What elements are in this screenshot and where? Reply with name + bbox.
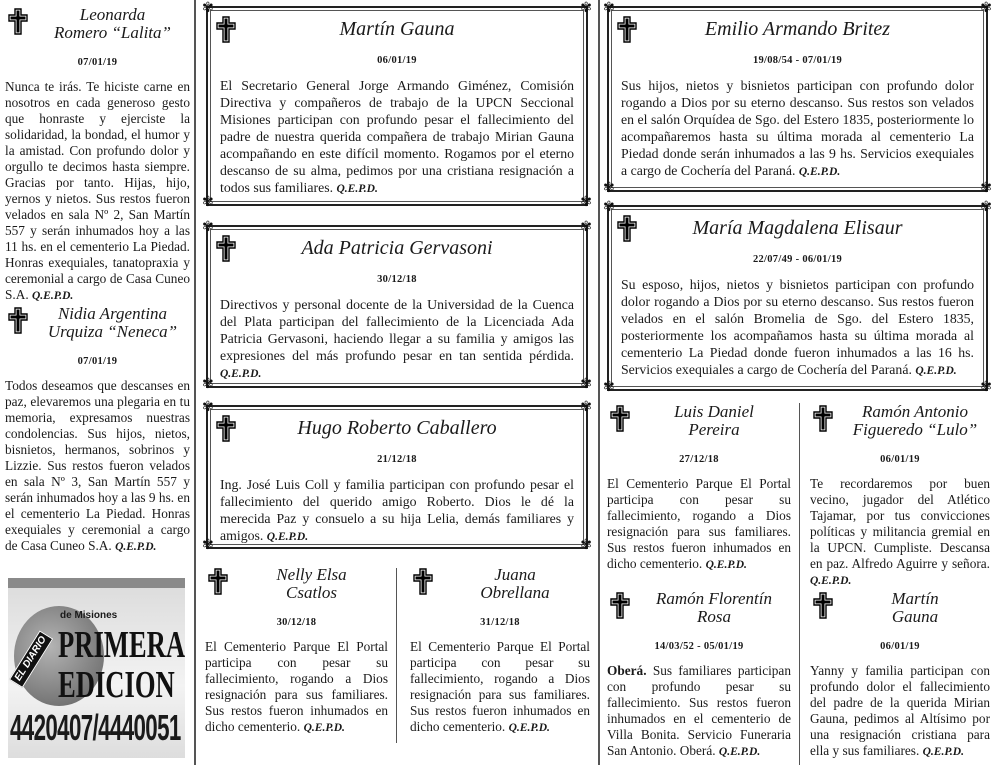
name-line: Figueredo “Lulo” xyxy=(852,420,978,439)
latin-cross-icon xyxy=(216,415,236,442)
floral-ornament-icon: ✾ xyxy=(980,380,992,395)
floral-ornament-icon: ✾ xyxy=(580,377,592,392)
deceased-name xyxy=(810,403,990,439)
ad-phone: 4420407/4440051 xyxy=(10,707,181,748)
name-line: Pereira xyxy=(688,420,740,439)
obituary-notice-boxed xyxy=(202,220,592,392)
deceased-name xyxy=(220,237,574,259)
latin-cross-icon xyxy=(617,16,637,43)
name-line: Ramón Antonio xyxy=(862,402,968,421)
name-line: María Magdalena Elisaur xyxy=(692,217,903,239)
qepd: Q.E.P.D. xyxy=(336,183,378,195)
name-line: Rosa xyxy=(697,607,731,626)
deceased-name xyxy=(410,566,590,602)
floral-ornament-icon: ✾ xyxy=(202,195,214,210)
notice-text: Todos deseamos que descanses en paz, elevaremos una plegaria en tu memoria, expresamos nuestras condolencias. Sus hijos, nietos, bisnietos, hermanos, sobrinos y Lizzie. Sus restos fueron velados en sala Nº 3, San Martín 557 y serán inhumados hoy a las 9 hs. en el cementerio La Piedad. Honras exequiales y ceremonial a cargo de Casa Cuneo S.A. xyxy=(5,378,190,553)
ad-subtitle: de Misiones xyxy=(60,610,118,621)
notice-date: 06/01/19 xyxy=(377,55,417,66)
floral-ornament-icon: ✾ xyxy=(580,538,592,553)
notice-text: Su esposo, hijos, nietos y bisnietos participan con profundo dolor rogando a Dios por su eterno descanso. Sus restos fueron velados en el salón Bromelia de Sgo. del Estero 1835, posteriormente los acompañamos hasta su última morada al cementerio La Piedad donde fueron inhumados a las 16 hs. Servicios exequiales a cargo de Cochería del Paraná. xyxy=(621,277,974,377)
column-divider xyxy=(598,0,600,765)
deceased-name xyxy=(205,566,388,602)
latin-cross-icon xyxy=(617,215,637,242)
obituary-notice xyxy=(5,305,190,555)
notice-body xyxy=(621,77,974,181)
notice-body xyxy=(607,663,791,760)
qepd: Q.E.P.D. xyxy=(705,559,747,571)
primera-edicion-advertisement xyxy=(8,578,185,758)
qepd: Q.E.P.D. xyxy=(508,722,550,734)
floral-ornament-icon: ✾ xyxy=(603,380,615,395)
notice-text: El Cementerio Parque El Portal participa con pesar su fallecimiento, rogando a Dios resignación para sus familiares. Sus restos fueron inhumados en dicho cementerio. xyxy=(410,639,590,734)
qepd: Q.E.P.D. xyxy=(915,365,957,377)
obituary-notice-boxed xyxy=(603,1,992,196)
deceased-name xyxy=(621,217,974,239)
name-line: Hugo Roberto Caballero xyxy=(297,417,497,439)
latin-cross-icon xyxy=(813,405,833,432)
floral-ornament-icon: ✾ xyxy=(580,220,592,235)
qepd: Q.E.P.D. xyxy=(220,368,262,380)
floral-ornament-icon: ✾ xyxy=(603,200,615,215)
latin-cross-icon xyxy=(413,568,433,595)
name-line: Csatlos xyxy=(285,583,338,602)
notice-text: Te recordaremos por buen vecino, jugador del Atlético Tajamar, por tus convicciones políticas y militancia gremial en la UPCN. Cumpliste. Descansa en paz. Alfredo Aguirre y señora. xyxy=(810,476,990,571)
obituary-notice xyxy=(410,566,590,736)
notice-body xyxy=(5,79,190,304)
obituary-notice xyxy=(5,6,190,304)
notice-body xyxy=(810,663,990,760)
latin-cross-icon xyxy=(610,592,630,619)
notice-text: Nunca te irás. Te hiciste carne en nosotros en cada generoso gesto que honraste y ejerciste la solidaridad, la bondad, el humor y la amistad. Con profundo dolor y orgullo te decimos hasta siempre. Gracias por tanto. Hijas, hijo, yernos y nietos. Sus restos fueron velados en sala Nº 2, San Martín 557 y serán inhumados hoy a las 11 hs. en el cementerio La Piedad. Honras exequiales, tanatopraxia y ceremonial a cargo de Casa Cuneo S.A. xyxy=(5,79,190,302)
obituary-notice xyxy=(810,590,990,760)
notice-body xyxy=(810,476,990,589)
deceased-name xyxy=(5,6,190,42)
deceased-name xyxy=(607,403,791,439)
notice-text: Sus familiares participan con profundo pesar su fallecimiento. Sus restos fueron inhumados en el cementerio de Villa Bonita. Servicio Funeraria San Antonio. Oberá. xyxy=(607,663,791,758)
obituary-notice xyxy=(607,590,791,760)
notice-date: 07/01/19 xyxy=(77,57,118,68)
floral-ornament-icon: ✾ xyxy=(580,1,592,16)
notice-date: 06/01/19 xyxy=(880,641,920,652)
floral-ornament-icon: ✾ xyxy=(202,220,214,235)
qepd: Q.E.P.D. xyxy=(266,531,309,543)
notice-body xyxy=(220,296,574,383)
name-line: Martín xyxy=(891,589,939,608)
name-line: Ramón Florentín xyxy=(656,589,772,608)
latin-cross-icon xyxy=(813,592,833,619)
floral-ornament-icon: ✾ xyxy=(980,181,992,196)
notice-text: El Cementerio Parque El Portal participa con pesar su fallecimiento, rogando a Dios resignación para sus familiares. Sus restos fueron inhumados en dicho cementerio. xyxy=(607,476,791,571)
floral-ornament-icon: ✾ xyxy=(603,1,615,16)
latin-cross-icon xyxy=(216,16,236,43)
obituary-notice-boxed xyxy=(202,1,592,210)
name-line: Obrellana xyxy=(480,583,550,602)
deceased-name xyxy=(220,417,574,439)
notice-date: 30/12/18 xyxy=(377,274,417,285)
name-line: Urquiza “Neneca” xyxy=(47,322,178,341)
latin-cross-icon xyxy=(216,235,236,262)
name-line: Leonarda xyxy=(79,5,146,24)
floral-ornament-icon: ✾ xyxy=(202,1,214,16)
ad-title-line-1: PRIMERA xyxy=(58,624,185,666)
notice-text: Yanny y familia participan con profundo dolor el fallecimiento del padre de la querida Mirian Gauna, pedimos al Altísimo por una resignación cristiana para ella y sus familiares. xyxy=(810,663,990,758)
ad-title-line-2: EDICION xyxy=(58,664,175,706)
ad-ribbon: EL DIARIO xyxy=(9,630,54,688)
obituary-notice xyxy=(205,566,388,736)
latin-cross-icon xyxy=(208,568,228,595)
latin-cross-icon xyxy=(8,307,28,334)
qepd: Q.E.P.D. xyxy=(922,746,964,758)
qepd: Q.E.P.D. xyxy=(718,746,761,758)
notice-body xyxy=(205,639,388,736)
notice-date: 30/12/18 xyxy=(276,617,317,628)
notice-text: Ing. José Luis Coll y familia participan con profundo pesar el fallecimiento del querido amigo Roberto. Dios le dé la merecida Paz y consuelo a su hija Lelia, demás familiares y amigos. xyxy=(220,477,574,543)
floral-ornament-icon: ✾ xyxy=(580,195,592,210)
notice-text: El Secretario General Jorge Armando Giménez, Comisión Directiva y compañeros de trabajo de la UPCN Seccional Misiones participan con profundo pesar el fallecimiento del padre de nuestra querida compañera de trabajo Mirian Gauna acompañando en este difícil momento. Rogamos por el eterno descanso de su alma, pedimos por una cristiana resignación a todos sus familiares. xyxy=(220,78,574,195)
name-line: Emilio Armando Britez xyxy=(704,18,891,40)
obituary-notice xyxy=(607,403,791,573)
notice-date: 19/08/54 - 07/01/19 xyxy=(752,55,843,66)
qepd: Q.E.P.D. xyxy=(810,575,852,587)
deceased-name xyxy=(5,305,190,341)
name-line: Luis Daniel xyxy=(674,402,754,421)
notice-date: 14/03/52 - 05/01/19 xyxy=(654,641,744,652)
notice-date: 27/12/18 xyxy=(679,454,719,465)
notice-divider xyxy=(799,403,800,765)
name-line: Gauna xyxy=(891,607,939,626)
floral-ornament-icon: ✾ xyxy=(202,377,214,392)
notice-date: 06/01/19 xyxy=(880,454,920,465)
notice-body xyxy=(220,77,574,198)
notice-divider xyxy=(396,568,397,743)
notice-text: Directivos y personal docente de la Universidad de la Cuenca del Plata participan del fallecimiento de la Licenciada Ada Patricia Gervasoni, haciendo llegar a su familia y amigos las expresiones del más profundo pesar en tan sentida pérdida. xyxy=(220,297,574,363)
obituary-notice-boxed xyxy=(603,200,992,395)
notice-body xyxy=(621,276,974,380)
obituary-notice-boxed xyxy=(202,400,592,553)
deceased-name xyxy=(220,18,574,40)
floral-ornament-icon: ✾ xyxy=(980,1,992,16)
obituary-notice xyxy=(810,403,990,589)
floral-ornament-icon: ✾ xyxy=(980,200,992,215)
floral-ornament-icon: ✾ xyxy=(603,181,615,196)
qepd: Q.E.P.D. xyxy=(115,541,157,553)
name-line: Ada Patricia Gervasoni xyxy=(301,237,493,259)
notice-text: El Cementerio Parque El Portal participa con pesar su fallecimiento, rogando a Dios resignación para sus familiares. Sus restos fueron inhumados en dicho cementerio. xyxy=(205,639,388,734)
notice-body xyxy=(220,476,574,546)
notice-body xyxy=(410,639,590,736)
latin-cross-icon xyxy=(8,8,28,35)
floral-ornament-icon: ✾ xyxy=(202,400,214,415)
floral-ornament-icon: ✾ xyxy=(202,538,214,553)
name-line: Nidia Argentina xyxy=(57,304,168,323)
floral-ornament-icon: ✾ xyxy=(580,400,592,415)
notice-body xyxy=(5,378,190,555)
notice-lead: Oberá. xyxy=(607,663,647,678)
name-line: Juana xyxy=(494,565,536,584)
deceased-name xyxy=(810,590,990,626)
notice-date: 22/07/49 - 06/01/19 xyxy=(752,254,843,265)
deceased-name xyxy=(607,590,791,626)
qepd: Q.E.P.D. xyxy=(303,722,345,734)
notice-text: Sus hijos, nietos y bisnietos participan con profundo dolor rogando a Dios por su eterno descanso. Sus restos son velados en el salón Orquídea de Sgo. del Estero 1835, posteriormente lo acompañaremos hasta su última morada al cementerio La Piedad donde serán inhumados a las 9 hs. Servicios exequiales a cargo de Cochería del Paraná. xyxy=(621,78,974,178)
notice-date: 21/12/18 xyxy=(377,454,417,465)
column-divider xyxy=(194,0,196,765)
name-line: Romero “Lalita” xyxy=(54,23,171,42)
name-line: Nelly Elsa xyxy=(276,565,347,584)
deceased-name xyxy=(621,18,974,40)
latin-cross-icon xyxy=(610,405,630,432)
notice-body xyxy=(607,476,791,573)
qepd: Q.E.P.D. xyxy=(798,166,841,178)
qepd: Q.E.P.D. xyxy=(31,290,74,302)
name-line: Martín Gauna xyxy=(339,18,455,40)
notice-date: 07/01/19 xyxy=(77,356,118,367)
notice-date: 31/12/18 xyxy=(480,617,520,628)
